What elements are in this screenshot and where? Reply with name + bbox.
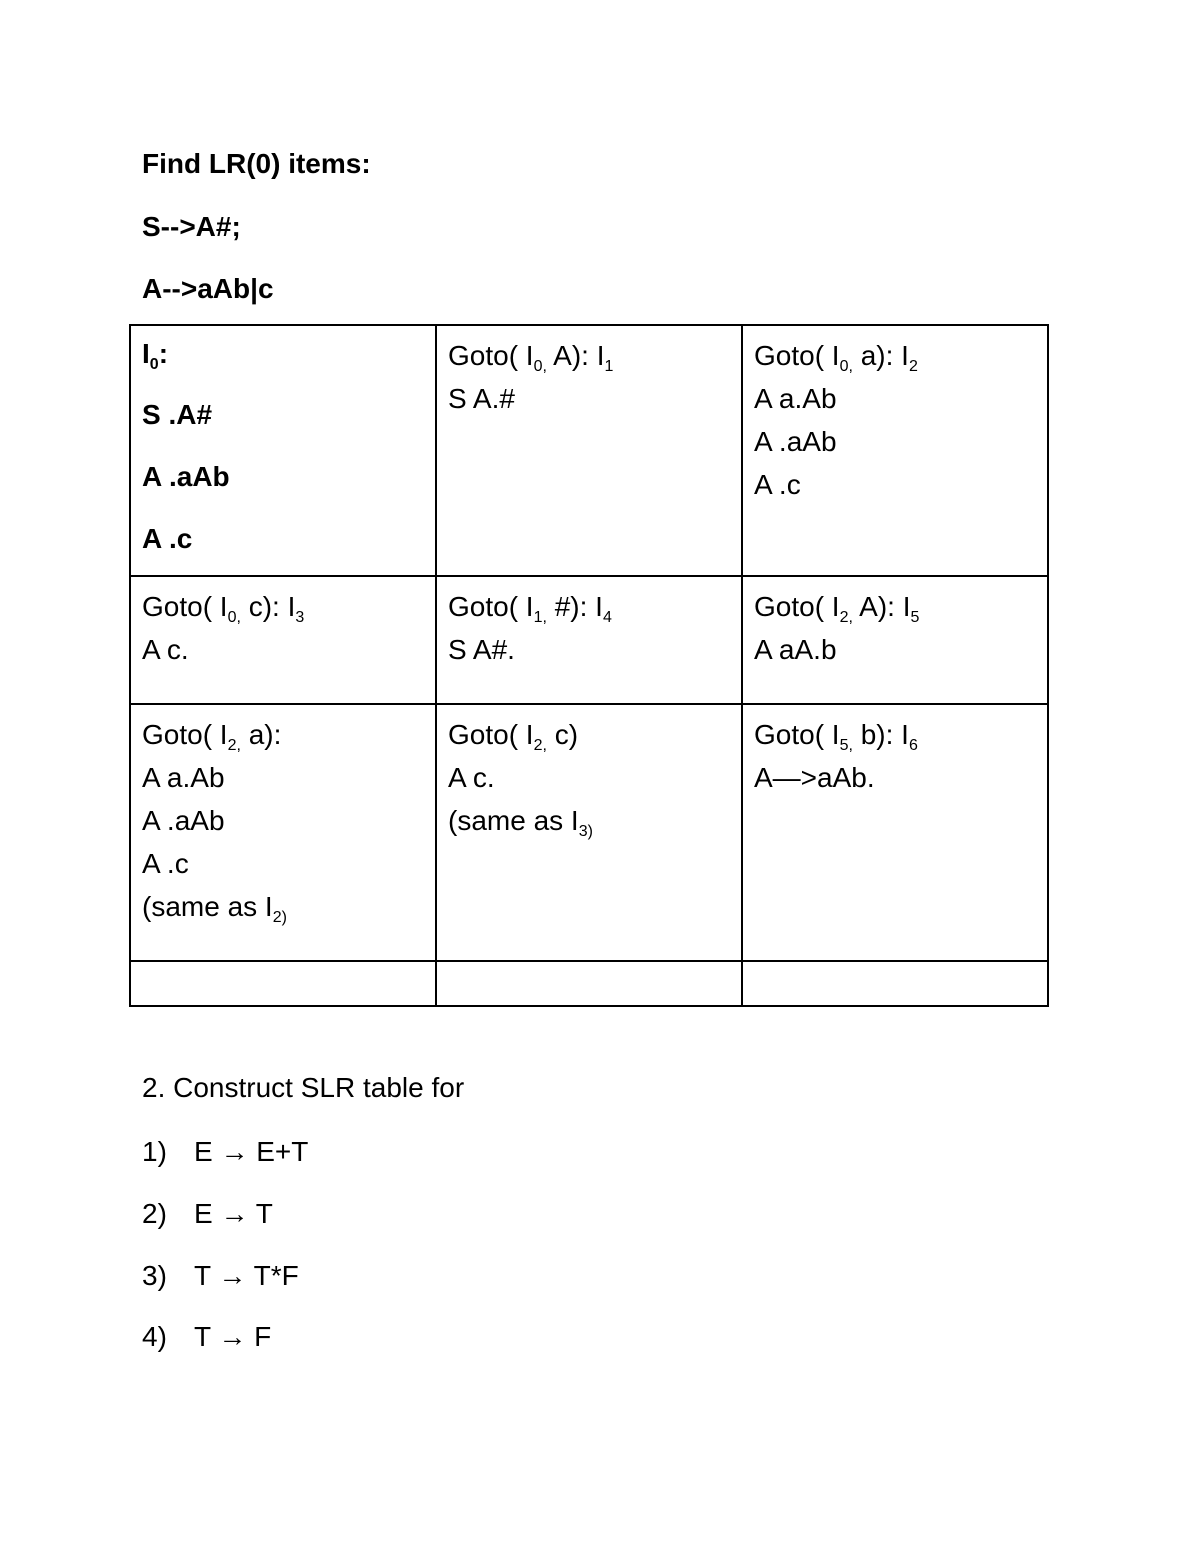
production-1: 1) E → E+T: [142, 1136, 309, 1167]
lr-item: A c.: [448, 762, 495, 793]
lr-item: A aA.b: [754, 634, 837, 665]
lr-item: S A.#: [448, 383, 515, 414]
table-row: [130, 704, 1048, 961]
production-3: 3) T → T*F: [142, 1260, 299, 1291]
lr-item: A—>aAb.: [754, 762, 875, 793]
goto-title: Goto( $I_{0,}$ a): $I_2$: [754, 340, 918, 375]
lr-item: A a.Ab: [754, 383, 837, 414]
grammar-rule-s: S-->A#;: [142, 211, 241, 242]
lr-item: S .A#: [142, 399, 213, 430]
lr-item: A a.Ab: [142, 762, 225, 793]
goto-i2-c: [436, 704, 742, 961]
goto-title: Goto( $I_{2,}$ c): [448, 719, 579, 754]
lr-item: A c.: [142, 634, 189, 665]
empty-cell: [436, 961, 742, 1006]
table-row: [130, 576, 1048, 704]
goto-title: Goto( $I_{0,}$ A): $I_1$: [448, 340, 614, 375]
lr-item: A .c: [142, 523, 193, 554]
empty-cell: [130, 961, 436, 1006]
goto-title: Goto( $I_{0,}$ c): $I_3$: [142, 591, 305, 626]
lr-item: A .c: [754, 469, 801, 500]
same-as-note: (same as $I_{2)}$: [142, 891, 287, 926]
lr-item: A .aAb: [754, 426, 837, 457]
lr-item: A .aAb: [142, 461, 230, 492]
table-row-empty: [130, 961, 1048, 1006]
goto-title: Goto( $I_{2,}$ A): $I_5$: [754, 591, 920, 626]
item-set-i6: [742, 704, 1048, 961]
item-set-i2: [742, 325, 1048, 576]
lr-item: S A#.: [448, 634, 515, 665]
goto-title: Goto( $I_{1,}$ #): $I_4$: [448, 591, 612, 626]
item-set-i4: [436, 576, 742, 704]
goto-title: Goto( $I_{5,}$ b): $I_6$: [754, 719, 918, 754]
lr-item: A .aAb: [142, 805, 225, 836]
same-as-note: (same as $I_{3)}$: [448, 805, 593, 840]
item-set-i3: [130, 576, 436, 704]
goto-i2-a: [130, 704, 436, 961]
lr0-items-table: [129, 324, 1049, 1007]
production-4: 4) T → F: [142, 1321, 272, 1352]
page-title: Find LR(0) items:: [142, 148, 371, 179]
section-2-title: 2. Construct SLR table for: [142, 1072, 465, 1103]
item-set-title: $I_0$:: [142, 338, 169, 373]
grammar-rule-a: A-->aAb|c: [142, 273, 274, 304]
table-row: [130, 325, 1048, 576]
empty-cell: [742, 961, 1048, 1006]
production-2: 2) E → T: [142, 1198, 273, 1229]
goto-title: Goto( $I_{2,}$ a):: [142, 719, 282, 754]
item-set-i0: [130, 325, 436, 576]
item-set-i5: [742, 576, 1048, 704]
lr-item: A .c: [142, 848, 189, 879]
item-set-i1: [436, 325, 742, 576]
